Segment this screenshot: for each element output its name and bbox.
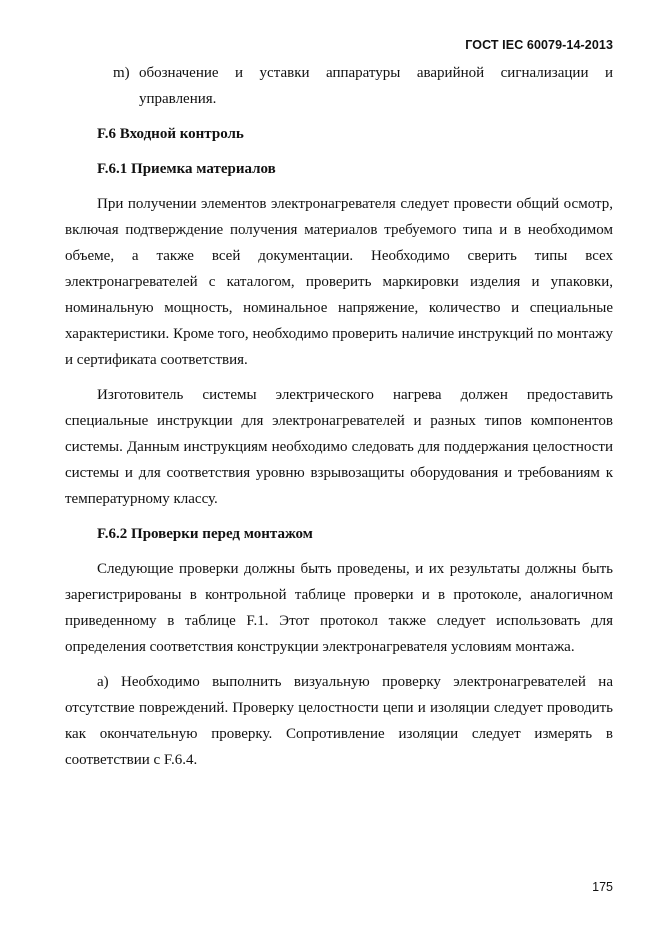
list-item-m (113, 60, 613, 112)
paragraph-pre-installation-checks: Следующие проверки должны быть проведены, и их результаты должны быть зарегистрированы в контрольной таблице проверки и в протоколе, аналогичном приведенному в таблице F.1. Этот протокол также следует использовать для определения соответствия конструкции электронагревателя условиям монтажа. (65, 561, 613, 655)
paragraph-visual-inspection: а) Необходимо выполнить визуальную проверку электронагревателей на отсутствие повреждений. Проверку целостности цепи и изоляции следует проводить как окончательную проверку. Сопротивление изоляции следует измерять в соответствии с F.6.4. (65, 674, 613, 768)
list-item-marker: m) (113, 65, 130, 81)
section-heading-f6: F.6 Входной контроль (97, 126, 244, 142)
list-item-text: обозначение и уставки аппаратуры аварийной сигнализации и управления. (139, 65, 613, 107)
section-heading-f61: F.6.1 Приемка материалов (97, 161, 276, 177)
document-body (65, 60, 613, 782)
paragraph-manufacturer-instructions: Изготовитель системы электрического нагрева должен предоставить специальные инструкции для электронагревателей и разных типов компонентов системы. Данным инструкциям необходимо следовать для поддержания целостности системы и для соответствия уровню взрывозащиты оборудования и требованиям к температурному классу. (65, 387, 613, 507)
page-number: 175 (592, 880, 613, 894)
standard-code-header: ГОСТ IEC 60079-14-2013 (465, 38, 613, 52)
section-heading-f62: F.6.2 Проверки перед монтажом (97, 526, 313, 542)
paragraph-materials-acceptance: При получении элементов электронагревателя следует провести общий осмотр, включая подтверждение получения материалов требуемого типа и в необходимом объеме, а также всей документации. Необходимо сверить типы всех электронагревателей с каталогом, проверить маркировки изделия и упаковки, номинальную мощность, номинальное напряжение, количество и специальные характеристики. Кроме того, необходимо проверить наличие инструкций по монтажу и сертификата соответствия. (65, 196, 613, 368)
